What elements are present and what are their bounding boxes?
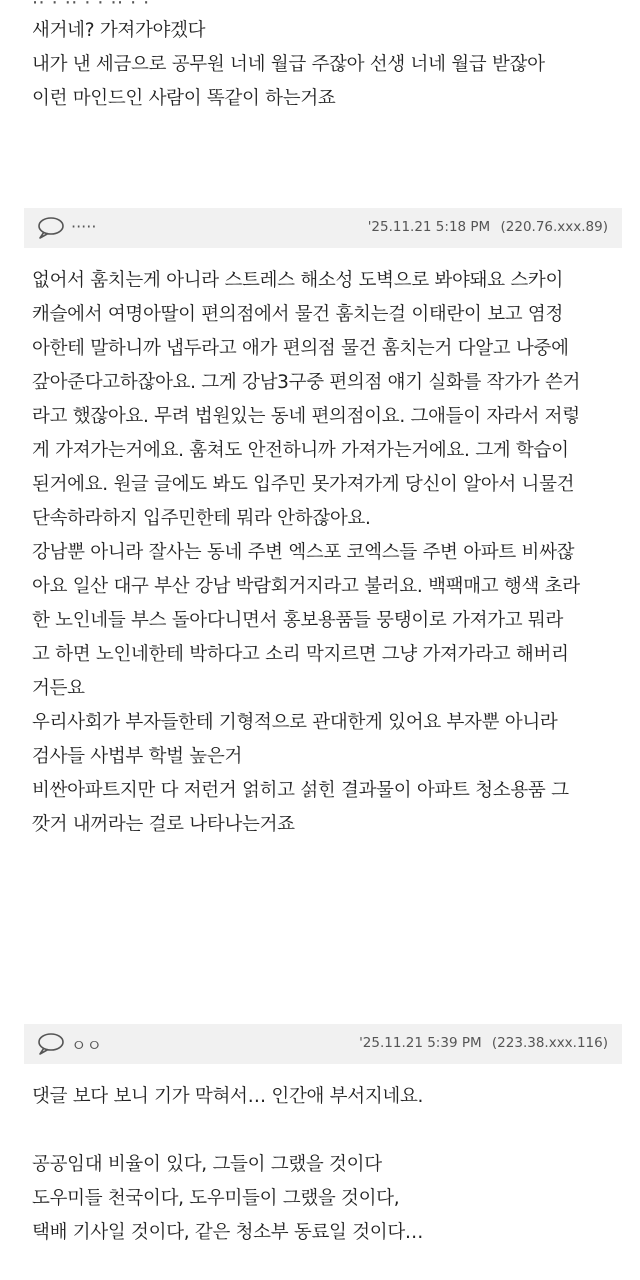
comment-date: '25.11.21 5:18 PM bbox=[367, 219, 491, 235]
comment-line: 거든요 bbox=[32, 678, 85, 699]
post-line: 새거네? 가져가야겠다 bbox=[32, 20, 206, 41]
comment-line: 깟거 내꺼라는 걸로 나타나는거죠 bbox=[32, 814, 295, 835]
comment-line: 도우미들 천국이다, 도우미들이 그랬을 것이다, bbox=[32, 1188, 400, 1209]
blank-line bbox=[32, 1114, 622, 1148]
comment-line: 우리사회가 부자들한테 기형적으로 관대한게 있어요 부자뿐 아니라 bbox=[32, 712, 558, 733]
post-line: 이런 마인드인 사람이 똑같이 하는거죠 bbox=[32, 88, 336, 109]
comment-line: 라고 했잖아요. 무려 법원있는 동네 편의점이요. 그애들이 자라서 저렇 bbox=[32, 406, 580, 427]
comment-line: 된거에요. 원글 글에도 봐도 입주민 못가져가게 당신이 알아서 니물건 bbox=[32, 474, 575, 495]
comment-line: 없어서 훔치는게 아니라 스트레스 해소성 도벽으로 봐야돼요 스카이 bbox=[32, 270, 564, 291]
comment-line: 고 하면 노인네한테 박하다고 소리 막지르면 그냥 가져가라고 해버리 bbox=[32, 644, 569, 665]
post-body-tail bbox=[32, 14, 622, 116]
comment-line: 단속하라하지 입주민한테 뭐라 안하잖아요. bbox=[32, 508, 371, 529]
comment-line: 검사들 사법부 학벌 높은거 bbox=[32, 746, 243, 767]
clipped-previous-line bbox=[0, 0, 640, 6]
comment-line: 아한테 말하니까 냅두라고 애가 편의점 물건 훔치는거 다알고 나중에 bbox=[32, 338, 569, 359]
comment-line: 댓글 보다 보니 기가 막혀서… 인간애 부서지네요. bbox=[32, 1086, 424, 1107]
speech-bubble-icon bbox=[36, 216, 64, 240]
comment-line: 아요 일산 대구 부산 강남 박람회거지라고 불러요. 백팩매고 행색 초라 bbox=[32, 576, 580, 597]
comment-line: 캐슬에서 여명아딸이 편의점에서 물건 훔치는걸 이태란이 보고 염정 bbox=[32, 304, 564, 325]
comment-date: '25.11.21 5:39 PM bbox=[359, 1035, 482, 1051]
comment-nickname[interactable]: ····· bbox=[71, 217, 97, 236]
comment-ip: (223.38.xxx.116) bbox=[491, 1035, 608, 1051]
comment-body bbox=[32, 264, 622, 842]
comment-ip: (220.76.xxx.89) bbox=[500, 219, 608, 235]
comment-line: 택배 기사일 것이다, 같은 청소부 동료일 것이다… bbox=[32, 1222, 424, 1243]
comment-meta bbox=[359, 1035, 608, 1051]
comment-line: 게 가져가는거에요. 훔쳐도 안전하니까 가져가는거에요. 그게 학습이 bbox=[32, 440, 569, 461]
comment-line: 비싼아파트지만 다 저런거 얽히고 섥힌 결과물이 아파트 청소용품 그 bbox=[32, 780, 569, 801]
speech-bubble-icon bbox=[36, 1032, 64, 1056]
comment-header bbox=[24, 1024, 622, 1064]
comment-header bbox=[24, 208, 622, 248]
post-line: 내가 낸 세금으로 공무원 너네 월급 주잖아 선생 너네 월급 받잖아 bbox=[32, 54, 545, 75]
comment-line: 강남뿐 아니라 잘사는 동네 주변 엑스포 코엑스들 주변 아파트 비싸잖 bbox=[32, 542, 575, 563]
comment-body bbox=[32, 1080, 622, 1250]
comment-line: 공공임대 비율이 있다, 그들이 그랬을 것이다 bbox=[32, 1154, 382, 1175]
comment-line: 갚아준다고하잖아요. 그게 강남3구중 편의점 얘기 실화를 작가가 쓴거 bbox=[32, 372, 581, 393]
comment-meta bbox=[368, 219, 608, 235]
clipped-text-fragment bbox=[32, 0, 150, 6]
comment-line: 한 노인네들 부스 돌아다니면서 홍보용품들 뭉탱이로 가져가고 뭐라 bbox=[32, 610, 564, 631]
comment-nickname[interactable]: ㅇㅇ bbox=[71, 1036, 102, 1055]
